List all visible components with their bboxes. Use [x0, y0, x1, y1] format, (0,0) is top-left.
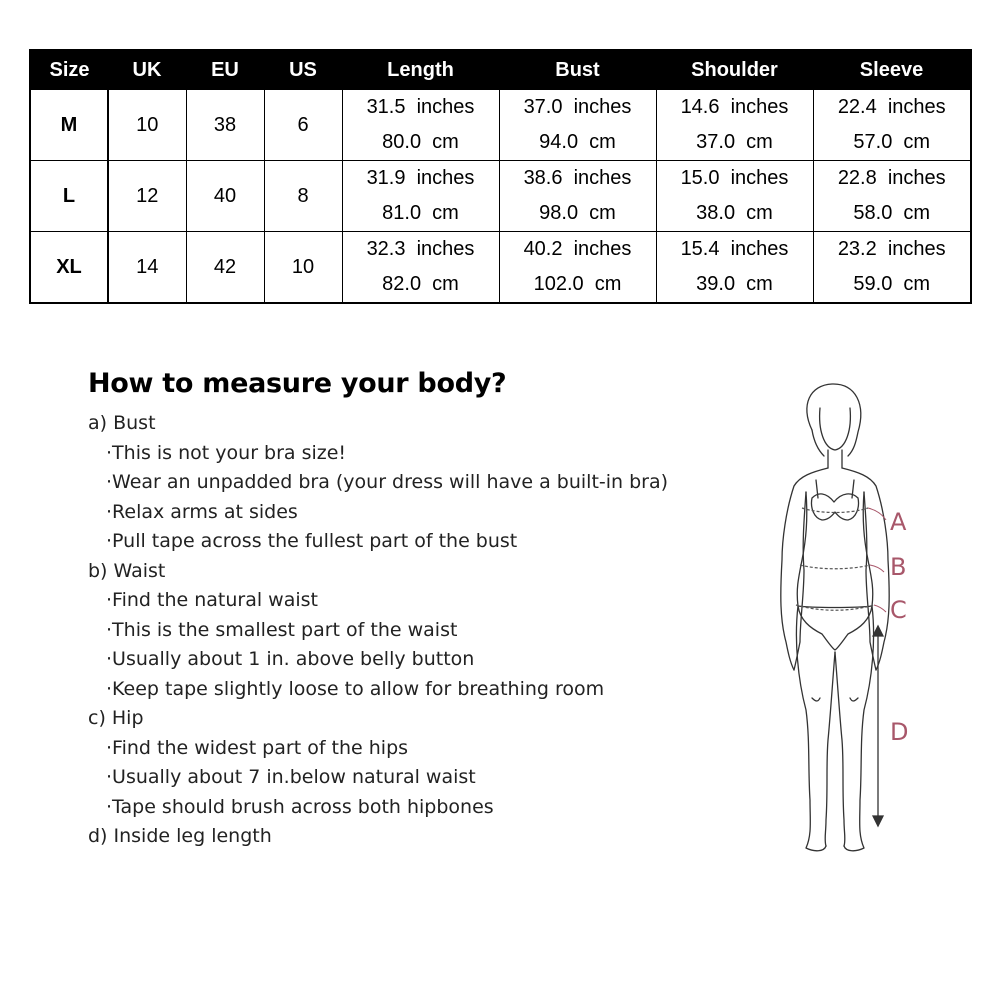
- bust-cell: [499, 161, 656, 232]
- header-shoulder: Shoulder: [656, 50, 813, 90]
- bust-cm: 102.0 cm: [533, 273, 622, 295]
- shoulder-inches: 14.6 inches: [680, 96, 789, 118]
- size-label: M: [30, 90, 108, 161]
- table-row: [30, 90, 971, 161]
- shoulder-cm: 39.0 cm: [696, 273, 773, 295]
- bust-cell: [499, 232, 656, 304]
- body-measurement-figure: [760, 380, 940, 870]
- section-heading: a) Bust: [88, 412, 156, 434]
- list-item: ·This is not your bra size!: [106, 441, 347, 464]
- shoulder-cell: [656, 161, 813, 232]
- inside-leg-section: [88, 822, 728, 852]
- list-item: ·Usually about 1 in. above belly button: [106, 648, 475, 670]
- list-item: ·Usually about 7 in.below natural waist: [106, 766, 476, 788]
- shoulder-cell: [656, 232, 813, 304]
- us-size: 8: [264, 161, 342, 232]
- measuring-guide: [88, 368, 728, 852]
- bust-cm: 98.0 cm: [539, 202, 616, 224]
- sleeve-cell: [813, 161, 971, 232]
- length-cell: [342, 161, 499, 232]
- header-eu: EU: [186, 50, 264, 90]
- bust-inches: 40.2 inches: [523, 238, 632, 260]
- length-inches: 31.9 inches: [366, 167, 475, 189]
- list-item: ·Keep tape slightly loose to allow for breathing room: [106, 677, 605, 700]
- label-c: C: [890, 596, 907, 624]
- table-header-row: [30, 50, 971, 90]
- size-chart-table: [29, 49, 972, 304]
- label-a: A: [890, 508, 907, 536]
- shoulder-cm: 38.0 cm: [696, 202, 773, 224]
- shoulder-inches: 15.0 inches: [680, 167, 789, 189]
- eu-size: 38: [186, 90, 264, 161]
- length-inches: 31.5 inches: [366, 96, 475, 118]
- length-cell: [342, 90, 499, 161]
- bust-inches: 37.0 inches: [523, 96, 632, 118]
- list-item: ·Relax arms at sides: [106, 500, 298, 523]
- uk-size: 12: [108, 161, 186, 232]
- sleeve-cm: 59.0 cm: [853, 273, 931, 295]
- eu-size: 42: [186, 232, 264, 304]
- sleeve-cell: [813, 232, 971, 304]
- shoulder-cm: 37.0 cm: [696, 131, 773, 153]
- label-b: B: [890, 553, 907, 581]
- bust-cm: 94.0 cm: [539, 131, 616, 153]
- sleeve-inches: 22.4 inches: [837, 96, 946, 118]
- list-item: ·Wear an unpadded bra (your dress will have a built-in bra): [106, 471, 669, 493]
- body-outline-illustration: [760, 380, 940, 870]
- list-item: ·This is the smallest part of the waist: [106, 618, 458, 641]
- shoulder-cell: [656, 90, 813, 161]
- list-item: ·Find the natural waist: [106, 589, 318, 611]
- uk-size: 14: [108, 232, 186, 304]
- section-heading: b) Waist: [88, 559, 166, 582]
- length-cm: 82.0 cm: [382, 273, 459, 295]
- length-cm: 81.0 cm: [382, 202, 459, 224]
- guide-title: How to measure your body?: [88, 368, 507, 399]
- header-sleeve: Sleeve: [813, 50, 971, 90]
- bust-section: [88, 409, 728, 557]
- bust-inches: 38.6 inches: [523, 167, 632, 189]
- label-d: D: [890, 718, 909, 746]
- eu-size: 40: [186, 161, 264, 232]
- list-item: ·Find the widest part of the hips: [106, 736, 409, 759]
- shoulder-inches: 15.4 inches: [680, 238, 789, 260]
- header-length: Length: [342, 50, 499, 90]
- size-label: XL: [30, 232, 108, 304]
- size-label: L: [30, 161, 108, 232]
- table-row: [30, 232, 971, 304]
- header-uk: UK: [108, 50, 186, 90]
- sleeve-cm: 58.0 cm: [853, 202, 931, 224]
- list-item: ·Tape should brush across both hipbones: [106, 795, 494, 818]
- sleeve-inches: 23.2 inches: [837, 238, 946, 260]
- us-size: 6: [264, 90, 342, 161]
- sleeve-cm: 57.0 cm: [853, 131, 931, 153]
- length-cm: 80.0 cm: [382, 131, 459, 153]
- list-item: ·Pull tape across the fullest part of the bust: [106, 530, 518, 552]
- uk-size: 10: [108, 90, 186, 161]
- header-bust: Bust: [499, 50, 656, 90]
- waist-section: [88, 557, 728, 705]
- section-heading: c) Hip: [88, 707, 144, 729]
- length-cell: [342, 232, 499, 304]
- hip-section: [88, 704, 728, 822]
- bust-cell: [499, 90, 656, 161]
- length-inches: 32.3 inches: [366, 238, 475, 260]
- table-row: [30, 161, 971, 232]
- header-us: US: [264, 50, 342, 90]
- sleeve-cell: [813, 90, 971, 161]
- sleeve-inches: 22.8 inches: [837, 167, 946, 189]
- us-size: 10: [264, 232, 342, 304]
- section-heading: d) Inside leg length: [88, 825, 272, 847]
- header-size: Size: [30, 50, 108, 90]
